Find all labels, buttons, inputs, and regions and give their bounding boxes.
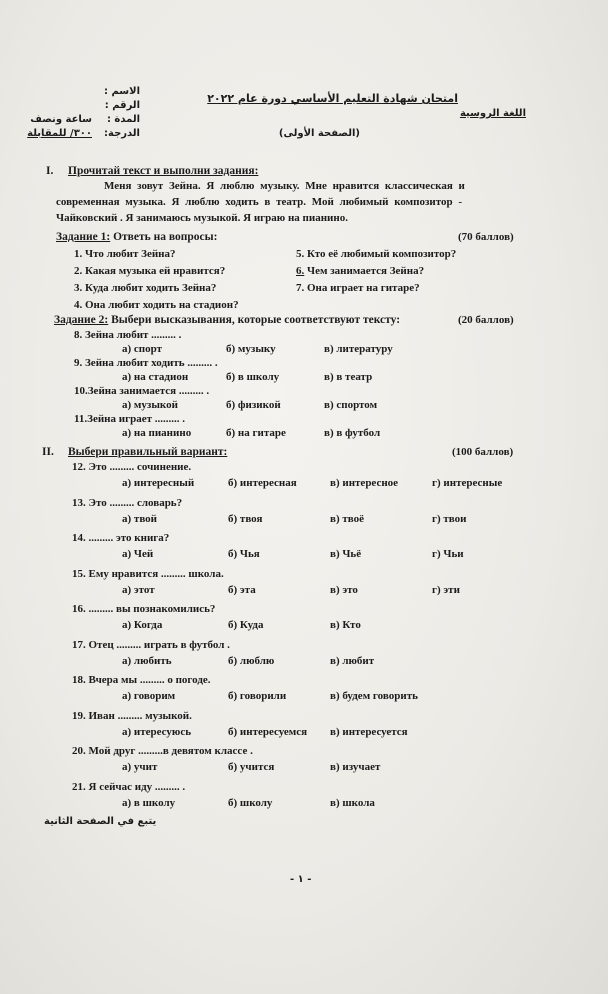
answer-option: в) интересуется: [330, 725, 408, 738]
task1-heading: [56, 231, 217, 243]
answer-option: а) твой: [122, 512, 158, 525]
answer-option: а) любить: [122, 654, 172, 667]
page-number: - ١ -: [290, 874, 312, 885]
question-6: [296, 265, 424, 277]
answer-option: б) школу: [228, 796, 273, 809]
answer-option: б) Чья: [228, 548, 260, 560]
section2-number: II.: [42, 446, 54, 458]
question-text: 16. ......... вы познакомились?: [72, 603, 216, 615]
answer-option: б) люблю: [228, 654, 275, 667]
answer-option: б) говорили: [228, 690, 287, 702]
grade-label: الدرجة:: [104, 128, 140, 139]
answer-option: б) учится: [228, 761, 275, 773]
answer-option: а) в школу: [122, 796, 176, 809]
question-text: 10.Зейна занимается ......... .: [74, 385, 210, 397]
name-label: الاسم :: [103, 86, 140, 97]
answer-option: б) эта: [228, 583, 256, 596]
paragraph-line3: Чайковский . Я занимаюсь музыкой. Я играю на пианино.: [56, 212, 348, 224]
answer-option: б) физикой: [226, 399, 281, 411]
task1-text: Ответь на вопросы:: [110, 231, 218, 243]
duration-label: المدة :: [106, 114, 140, 125]
answer-option: а) Чей: [122, 548, 154, 560]
continue-note: يتبع في الصفحة الثانية: [44, 816, 157, 827]
question-6-number: 6.: [296, 265, 305, 277]
answer-option: г) интересные: [432, 477, 503, 489]
question-text: 9. Зейна любит ходить ......... .: [74, 357, 218, 369]
answer-option: а) музыкой: [122, 399, 178, 411]
question-text: 14. ......... это книга?: [72, 532, 170, 544]
answer-option: а) этот: [122, 583, 155, 596]
answer-option: а) интересный: [122, 477, 195, 489]
question-text: 13. Это ......... словарь?: [72, 496, 183, 509]
answer-option: г) эти: [432, 583, 460, 596]
answer-option: в) интересное: [330, 477, 399, 489]
answer-option: б) на гитаре: [226, 427, 286, 439]
answer-option: б) Куда: [228, 619, 264, 631]
task2-text: Выбери высказывания, которые соответствуют тексту:: [108, 314, 401, 326]
answer-option: б) интересная: [228, 477, 297, 489]
answer-option: в) в театр: [324, 371, 373, 383]
answer-option: в) в футбол: [324, 427, 381, 439]
answer-option: а) на пианино: [122, 427, 192, 439]
subject: اللغة الروسية: [459, 108, 526, 119]
exam-title: امتحان شهادة التعليم الأساسي دورة عام ٢٠٢٢: [207, 92, 458, 105]
answer-option: г) Чьи: [432, 548, 464, 560]
question-5: 5. Кто её любимый композитор?: [296, 248, 457, 260]
question-text: 19. Иван ......... музыкой.: [72, 709, 192, 722]
question-text: 18. Вчера мы ......... о погоде.: [72, 674, 211, 686]
answer-option: б) в школу: [226, 371, 280, 383]
section2-points: (100 баллов): [452, 446, 514, 458]
answer-option: б) твоя: [228, 512, 263, 525]
task2-label: Задание 2:: [54, 314, 109, 326]
question-text: 11.Зейна играет ......... .: [74, 413, 185, 425]
number-label: الرقم :: [104, 100, 140, 111]
answer-option: в) спортом: [324, 399, 378, 411]
question-1: 1. Что любит Зейна?: [74, 248, 176, 260]
page-label: (الصفحة الأولى): [278, 128, 360, 139]
answer-option: а) Когда: [122, 619, 163, 631]
question-4: 4. Она любит ходить на стадион?: [74, 299, 239, 311]
answer-option: в) Чьё: [330, 548, 362, 560]
paragraph-line2: современная музыка. Я люблю ходить в театр. Мой любимый композитор -: [56, 196, 463, 208]
answer-option: а) спорт: [122, 343, 163, 355]
answer-option: а) на стадион: [122, 371, 189, 383]
question-text: 20. Мой друг .........в девятом классе .: [72, 745, 253, 757]
section1-title: Прочитай текст и выполни задания:: [68, 165, 259, 177]
question-6-text: Чем занимается Зейна?: [304, 265, 425, 277]
question-7: 7. Она играет на гитаре?: [296, 282, 420, 294]
question-text: 21. Я сейчас иду ......... .: [72, 780, 186, 793]
task2-points: (20 баллов): [458, 314, 514, 326]
answer-option: б) интересуемся: [228, 725, 308, 738]
answer-option: в) изучает: [330, 761, 381, 773]
answer-option: а) учит: [122, 761, 158, 773]
grade-value: ٣٠٠/ للمقابلة: [27, 128, 92, 139]
answer-option: а) итересуюсь: [122, 725, 192, 738]
answer-option: в) школа: [330, 796, 375, 809]
answer-option: в) будем говорить: [330, 690, 418, 702]
answer-option: в) любит: [330, 654, 375, 667]
answer-option: в) Кто: [330, 619, 361, 631]
section1-number: I.: [46, 165, 54, 177]
answer-option: в) твоё: [330, 512, 365, 525]
task1-label: Задание 1:: [56, 231, 111, 243]
question-2: 2. Какая музыка ей нравится?: [74, 265, 226, 277]
task2-heading: [54, 314, 400, 326]
answer-option: а) говорим: [122, 690, 176, 702]
question-text: 17. Отец ......... играть в футбол .: [72, 638, 230, 651]
answer-option: в) литературу: [324, 343, 393, 355]
answer-option: г) твои: [432, 512, 467, 525]
question-text: 15. Ему нравится ......... школа.: [72, 567, 224, 580]
answer-option: в) это: [330, 583, 358, 596]
question-3: 3. Куда любит ходить Зейна?: [74, 282, 217, 294]
answer-option: б) музыку: [226, 343, 276, 355]
section2-title: Выбери правильный вариант:: [68, 446, 228, 458]
task1-points: (70 баллов): [458, 231, 514, 243]
duration-value: ساعة ونصف: [30, 114, 92, 125]
question-text: 8. Зейна любит ......... .: [74, 329, 182, 341]
question-text: 12. Это ......... сочинение.: [72, 461, 192, 473]
paragraph-line1: Меня зовут Зейна. Я люблю музыку. Мне нравится классическая и: [104, 180, 465, 192]
